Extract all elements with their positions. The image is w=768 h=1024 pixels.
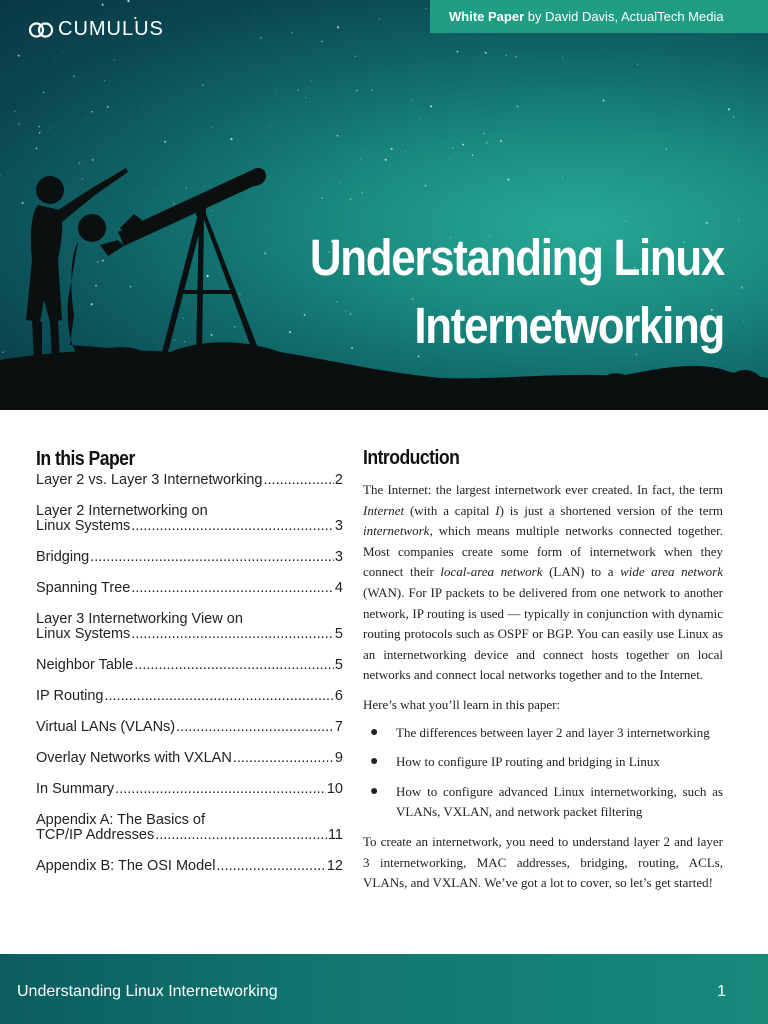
toc-leader-dots [131, 627, 334, 642]
page-number: 1 [717, 983, 726, 1000]
toc-entry-text: Appendix B: The OSI Model [36, 858, 216, 874]
toc-leader-dots [134, 658, 334, 673]
toc-entry-text: In Summary [36, 781, 115, 797]
badge-label: White Paper [449, 9, 525, 24]
intro-paragraph-3: To create an internetwork, you need to understand layer 2 and layer 3 internetworking, MAC addresses, bridging, routing, ACLs, VLANs, and VXLAN. We’ve got a lot to cover, so let’s get started! [363, 833, 723, 891]
toc-list [36, 473, 343, 874]
toc-entry-text: Linux Systems [36, 518, 131, 534]
toc-leader-dots [216, 859, 325, 874]
intro-text: ) is just a shortened version of the term [499, 502, 723, 518]
toc-entry-text: Bridging [36, 549, 90, 565]
toc-page-number: 12 [326, 858, 343, 874]
toc-entry-text: Appendix A: The Basics of [36, 812, 206, 828]
toc-entry[interactable] [36, 859, 343, 874]
toc-page-number: 5 [334, 657, 343, 673]
footer-title: Understanding Linux Internetworking [17, 983, 278, 1000]
toc-entry-row [36, 720, 343, 735]
toc-entry-row [36, 519, 343, 534]
bullet-icon: ● [370, 754, 379, 770]
toc-heading: In this Paper [36, 448, 135, 470]
toc-leader-dots [176, 720, 334, 735]
toc-entry-text: Layer 2 Internetworking on [36, 503, 208, 519]
toc-entry[interactable] [36, 550, 343, 565]
toc-entry-row [36, 581, 343, 596]
toc-entry[interactable] [36, 720, 343, 735]
hero-banner [0, 0, 768, 410]
intro-emphasis: local-area network [440, 564, 543, 580]
toc-entry-row [36, 658, 343, 673]
toc-leader-dots [104, 689, 333, 704]
intro-emphasis: wide area network [620, 564, 723, 580]
toc-entry-text: Virtual LANs (VLANs) [36, 719, 176, 735]
toc-entry-row [36, 859, 343, 874]
intro-paragraph-2: Here’s what you’ll learn in this paper: [363, 696, 561, 712]
toc-entry-row [36, 550, 343, 565]
toc-page-number: 9 [334, 750, 343, 766]
bullet-icon: ● [370, 724, 379, 740]
toc-entry-text: Linux Systems [36, 626, 131, 642]
toc-entry-row [36, 782, 343, 797]
toc-page-number: 11 [327, 827, 343, 843]
introduction-heading: Introduction [363, 447, 460, 469]
toc-leader-dots [115, 782, 326, 797]
intro-text: , which means multiple networks connected together. Most companies create some form of internetwork when they connect their [363, 523, 723, 580]
toc-leader-dots [263, 473, 333, 488]
intro-emphasis: Internet [363, 502, 405, 518]
toc-leader-dots [233, 751, 334, 766]
toc-page-number: 10 [326, 781, 343, 797]
toc-page-number: 5 [334, 626, 343, 642]
bullet-text: How to configure IP routing and bridging in Linux [396, 754, 660, 770]
toc-entry[interactable] [36, 473, 343, 488]
intro-paragraph-1 [363, 480, 723, 686]
toc-leader-dots [155, 828, 327, 843]
toc-entry-text: Spanning Tree [36, 580, 131, 596]
toc-page-number: 4 [334, 580, 343, 596]
bullet-icon: ● [370, 783, 379, 799]
toc-entry-row [36, 473, 343, 488]
toc-entry-text: Layer 2 vs. Layer 3 Internetworking [36, 472, 263, 488]
page-footer [0, 954, 768, 1024]
intro-text: The Internet: the largest internetwork ever created. In fact, the term [363, 482, 723, 497]
toc-entry[interactable] [36, 813, 343, 843]
toc-entry-text: TCP/IP Addresses [36, 827, 155, 843]
toc-page-number: 3 [334, 518, 343, 534]
toc-page-number: 3 [334, 549, 343, 565]
logo-text: CUMULUS [58, 18, 164, 40]
toc-entry-row [36, 751, 343, 766]
intro-emphasis: I [495, 502, 500, 518]
bullet-item [363, 723, 723, 744]
toc-page-number: 7 [334, 719, 343, 735]
toc-entry[interactable] [36, 658, 343, 673]
learning-bullets [363, 723, 723, 823]
toc-entry[interactable] [36, 751, 343, 766]
intro-text: (WAN). For IP packets to be delivered from one network to another network, IP routing is used — typically in conjunction with dynamic routing protocols such as OSPF or BGP. You can easily use Linux as an internetworking device and connect hosts together on local networks and connect local networks together and to the Internet. [363, 584, 723, 683]
toc-page-number: 2 [334, 472, 343, 488]
toc-entry-row [36, 627, 343, 642]
toc-leader-dots [131, 581, 334, 596]
toc-leader-dots [131, 519, 334, 534]
hero-title-line-2: Internetworking [414, 297, 724, 354]
hero-title-line-1: Understanding Linux [309, 229, 724, 286]
hero-title [242, 224, 724, 360]
toc-entry[interactable] [36, 612, 343, 642]
toc-entry[interactable] [36, 689, 343, 704]
bullet-text: How to configure advanced Linux internetworking, such as VLANs, VXLAN, and network packet filtering [396, 783, 723, 820]
toc-entry[interactable] [36, 581, 343, 596]
bullet-item [363, 752, 723, 773]
badge-byline: by David Davis, ActualTech Media [527, 9, 724, 24]
intro-emphasis: internetwork [363, 523, 430, 539]
toc-entry-text: Overlay Networks with VXLAN [36, 750, 232, 766]
toc-entry[interactable] [36, 782, 343, 797]
intro-text: (with a capital [404, 502, 496, 518]
toc-entry-text: Neighbor Table [36, 657, 134, 673]
toc-page-number: 6 [334, 688, 343, 704]
toc-leader-dots [90, 550, 334, 565]
introduction-section [363, 447, 723, 894]
toc-entry-row [36, 689, 343, 704]
toc-entry-text: Layer 3 Internetworking View on [36, 611, 243, 627]
bullet-item [363, 782, 723, 823]
toc-entry-row [36, 828, 343, 843]
table-of-contents [36, 448, 343, 890]
toc-entry[interactable] [36, 504, 343, 534]
toc-entry-text: IP Routing [36, 688, 104, 704]
intro-text: (LAN) to a [542, 564, 621, 580]
bullet-text: The differences between layer 2 and layer 3 internetworking [396, 724, 710, 740]
